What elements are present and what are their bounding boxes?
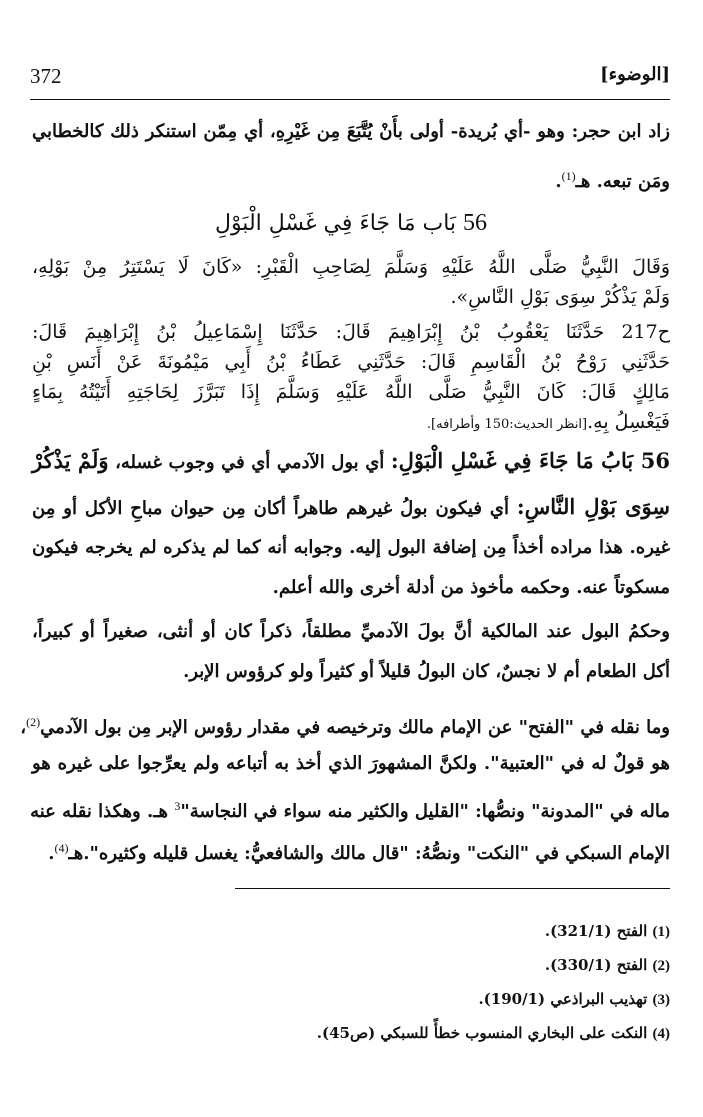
commentary-heading-3: سِوَى بَوْلِ النَّاسِ: <box>516 494 670 519</box>
header-rule <box>30 99 670 100</box>
footnote-ref-4: (4) <box>54 841 69 855</box>
hadith-line-3: ح217 حَدَّثَنَا يَعْقُوبُ بْنُ إِبْرَاهِيمَ قَالَ: حَدَّثَنَا إِسْمَاعِيلُ بْنُ إِبْرَاهِيمَ قَالَ: <box>32 321 670 343</box>
footnote-number: (2) <box>652 958 670 974</box>
intro-text: ومَن تبعه. هـ <box>575 171 670 192</box>
footnote-number: (4) <box>652 1026 670 1042</box>
hadith-line-2: وَلَمْ يَذْكُرْ سِوَى بَوْلِ النَّاسِ». <box>450 286 670 308</box>
paragraph-2-line-1: وحكمُ البول عند المالكية أنَّ بولَ الآدميِّ مطلقاً، ذكراً كان أو أنثى، صغيراً أو كبيراً، <box>32 621 670 642</box>
paragraph-3-line-1 <box>20 706 670 744</box>
footnote-ref-2: (2) <box>26 715 41 729</box>
commentary-line-1 <box>32 444 670 480</box>
commentary-line-4: مسكوتاً عنه. وحكمه مأخوذ من أدلة أخرى والله أعلم. <box>272 577 670 598</box>
chapter-heading <box>32 206 670 241</box>
commentary-text: أي فيكون بولُ غيرهم طاهراً أكان مِن حيوان مباحِ الأكل أو مِن <box>32 498 509 519</box>
paragraph-3-line-4 <box>32 832 670 870</box>
footnote-4 <box>317 1024 670 1043</box>
footnote-3 <box>478 990 670 1009</box>
intro-line-1: زاد ابن حجر: وهو -أي بُريدة- أولى بأَنْ يُتَّبَعَ مِن غَيْرِهِ، أي مِمّن استنكر ذلك كالخطابي <box>32 121 670 142</box>
paragraph-3-text: هـ. وهكذا نقله عنه <box>30 801 175 822</box>
paragraph-3-line-2: هو قولٌ له في "العتبية". ولكنَّ المشهورَ الذي أخذ به أتباعه ولم يعرِّجوا على غيره هو <box>32 753 670 774</box>
hadith-reference: [انظر الحديث:150 وأطرافه]. <box>426 417 588 432</box>
footnote-text: تهذيب البراذعي (190/1). <box>478 990 648 1008</box>
paragraph-3-text: وما نقله في "الفتح" عن الإمام مالك وترخيصه في مقدار رؤوس الإبر مِن بول الآدمي <box>40 717 670 738</box>
chapter-title: بَاب مَا جَاءَ فِي غَسْلِ الْبَوْلِ <box>214 211 457 236</box>
paragraph-3-punct: . <box>48 843 55 864</box>
commentary-heading: 56 بَابُ مَا جَاءَ فِي غَسْلِ الْبَوْلِ: <box>390 448 670 473</box>
footnote-number: (1) <box>652 924 670 940</box>
hadith-line-4: حَدَّثَنِي رَوْحُ بْنُ الْقَاسِمِ قَالَ: حَدَّثَنِي عَطَاءُ بْنُ أَبِي مَيْمُونَةَ عَنْ أَنَسِ بْنِ <box>32 351 670 373</box>
paragraph-3-text: ماله في "المدونة" ونصُّها: "القليل والكثير منه سواء في النجاسة" <box>180 801 670 822</box>
section-title: [الوضوء] <box>600 64 670 85</box>
footnote-number: (3) <box>652 992 670 1008</box>
commentary-line-2 <box>32 490 670 526</box>
commentary-line-3: غيره. هذا مراده أخذاً مِن إضافة البول إليه. وجوابه أنه كما لم يذكره لم يخرجه فيكون <box>32 537 670 558</box>
paragraph-3-text: الإمام السبكي في "النكت" ونصُّهُ: "قال مالك والشافعيُّ: يغسل قليله وكثيره".هـ <box>68 843 670 864</box>
footnote-1 <box>545 922 670 941</box>
footnote-text: الفتح (330/1). <box>544 956 648 974</box>
hadith-line-6 <box>32 406 670 441</box>
commentary-text: أي بول الآدمي أي في وجوب غسله، <box>115 452 385 473</box>
footnote-ref-1: (1) <box>561 169 576 183</box>
footnote-text: الفتح (321/1). <box>544 922 648 940</box>
hadith-line-1: وَقَالَ النَّبِيُّ صَلَّى اللَّهُ عَلَيْهِ وَسَلَّمَ لِصَاحِبِ الْقَبْرِ: «كَانَ لَا يَسْتَتِرُ مِنْ بَوْلِهِ، <box>32 256 670 278</box>
hadith-end: فَيَغْسِلُ بِهِ. <box>587 411 670 433</box>
intro-end: . <box>555 171 562 192</box>
page-header <box>30 62 670 96</box>
hadith-line-5: مَالِكٍ قَالَ: كَانَ النَّبِيُّ صَلَّى اللَّهُ عَلَيْهِ وَسَلَّمَ إِذَا تَبَرَّزَ لِحَاجَتِهِ أَتَيْتُهُ بِمَاءٍ <box>32 381 670 403</box>
footnote-ref-3: 3 <box>174 799 181 813</box>
footnote-2 <box>545 956 670 975</box>
chapter-number: 56 <box>463 210 488 236</box>
paragraph-2-line-2: أكل الطعام أم لا نجسٌ، كان البولُ قليلاً أو كثيراً ولو كرؤوس الإبر. <box>183 661 670 682</box>
paragraph-3-line-3 <box>32 790 670 828</box>
commentary-heading-2: وَلَمْ يَذْكُرْ <box>32 448 109 473</box>
intro-line-2 <box>32 162 670 196</box>
paragraph-3-punct: ، <box>20 717 27 738</box>
page-number: 372 <box>30 64 62 88</box>
footnote-text: النكت على البخاري المنسوب خطأً للسبكي (ص45). <box>316 1024 648 1042</box>
footnote-rule <box>235 888 670 889</box>
